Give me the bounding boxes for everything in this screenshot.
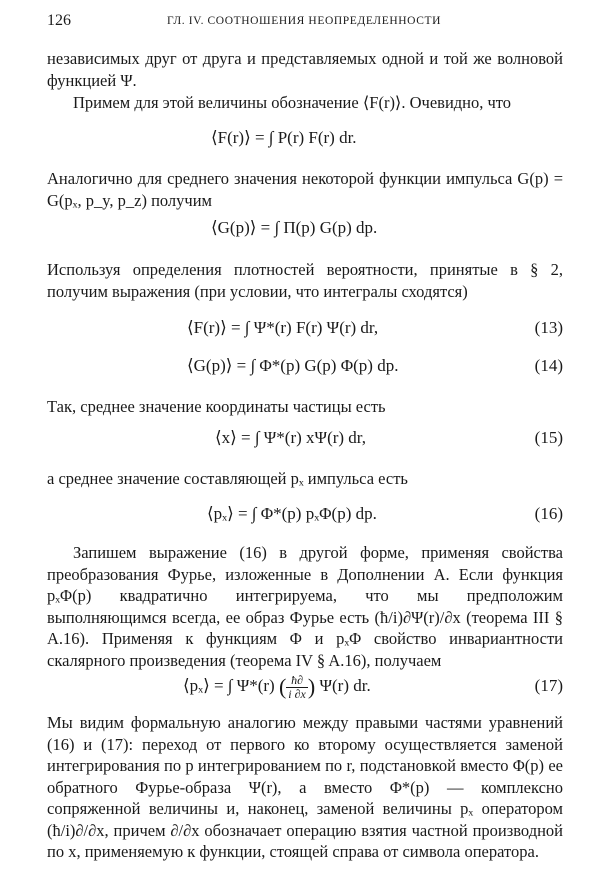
equation-13-number: (13): [534, 318, 563, 337]
equation-17-left: ⟨pₓ⟩ = ∫ Ψ*(r): [183, 676, 275, 695]
equation-13-body: ⟨F(r)⟩ = ∫ Ψ*(r) F(r) Ψ(r) dr,: [187, 318, 379, 337]
equation-14: [47, 354, 563, 378]
equation-17-right: Ψ(r) dr.: [319, 676, 371, 695]
equation-16: [47, 502, 563, 526]
equation-14-body: ⟨G(p)⟩ = ∫ Φ*(p) G(p) Φ(p) dp.: [187, 356, 399, 375]
paragraph-3: Аналогично для среднего значения некоторой функции импульса G(p) = G(pₓ, p_y, p_z) получим: [47, 169, 563, 210]
equation-17-fraction-numerator: ħ∂: [286, 674, 308, 688]
equation-17-body: [183, 671, 371, 702]
equation-16-number: (16): [534, 504, 563, 523]
equation-17-number: (17): [534, 676, 563, 695]
equation-mean-g-body: ⟨G(p)⟩ = ∫ Π(p) G(p) dp.: [211, 218, 378, 237]
equation-16-body: ⟨pₓ⟩ = ∫ Φ*(p) pₓΦ(p) dp.: [207, 504, 377, 523]
paragraph-1: независимых друг от друга и представляемых одной и той же волновой функцией Ψ.: [47, 49, 563, 90]
equation-17-close-paren: ): [307, 674, 316, 700]
paragraph-8: Мы видим формальную аналогию между правыми частями уравнений (16) и (17): переход от первого ко второму осуществляется заменой интегрирования по p интегрированием по r, подстановкой вместо Φ(p) ее обратного Фурье-образа Ψ(r), а вместо Φ*(p) — комплексно сопряженной величины и, наконец, заменой величины pₓ оператором (ħ/i)∂/∂x, причем ∂/∂x обозначает операцию взятия частной производной по x, применяемую к функции, стоящей справа от символа оператора.: [47, 713, 563, 861]
equation-17-open-paren: (: [278, 674, 287, 700]
paragraph-6: а среднее значение составляющей pₓ импульса есть: [47, 469, 408, 488]
equation-mean-f: [47, 126, 563, 150]
paragraph-5: Так, среднее значение координаты частицы есть: [47, 397, 386, 416]
running-head: ГЛ. IV. СООТНОШЕНИЯ НЕОПРЕДЕЛЕННОСТИ: [167, 15, 441, 27]
page-header: [47, 12, 563, 32]
paragraph-4: Используя определения плотностей вероятности, принятые в § 2, получим выражения (при условии, что интегралы сходятся): [47, 260, 563, 301]
equation-15-number: (15): [534, 428, 563, 447]
equation-13: [47, 316, 563, 340]
equation-mean-f-body: ⟨F(r)⟩ = ∫ P(r) F(r) dr.: [211, 128, 357, 147]
equation-17: [47, 671, 563, 701]
equation-15-body: ⟨x⟩ = ∫ Ψ*(r) xΨ(r) dr,: [215, 428, 367, 447]
page-number: 126: [47, 12, 71, 29]
equation-mean-g: [47, 216, 563, 240]
equation-15: [47, 426, 563, 450]
equation-14-number: (14): [534, 356, 563, 375]
paragraph-2: Примем для этой величины обозначение ⟨F(r)⟩. Очевидно, что: [73, 93, 512, 112]
equation-17-fraction: [286, 674, 308, 701]
paragraph-7: Запишем выражение (16) в другой форме, применяя свойства преобразования Фурье, изложенные в Дополнении А. Если функция pₓΦ(p) квадратично интегрируема, что мы предположим выполняющимся всегда, ее образ Фурье есть (ħ/i)∂Ψ(r)/∂x (теорема III § A.16). Применяя к функциям Φ и pₓΦ свойство инвариантности скалярного произведения (теорема IV § A.16), получаем: [47, 543, 563, 670]
equation-17-fraction-denominator: i ∂x: [288, 686, 306, 701]
